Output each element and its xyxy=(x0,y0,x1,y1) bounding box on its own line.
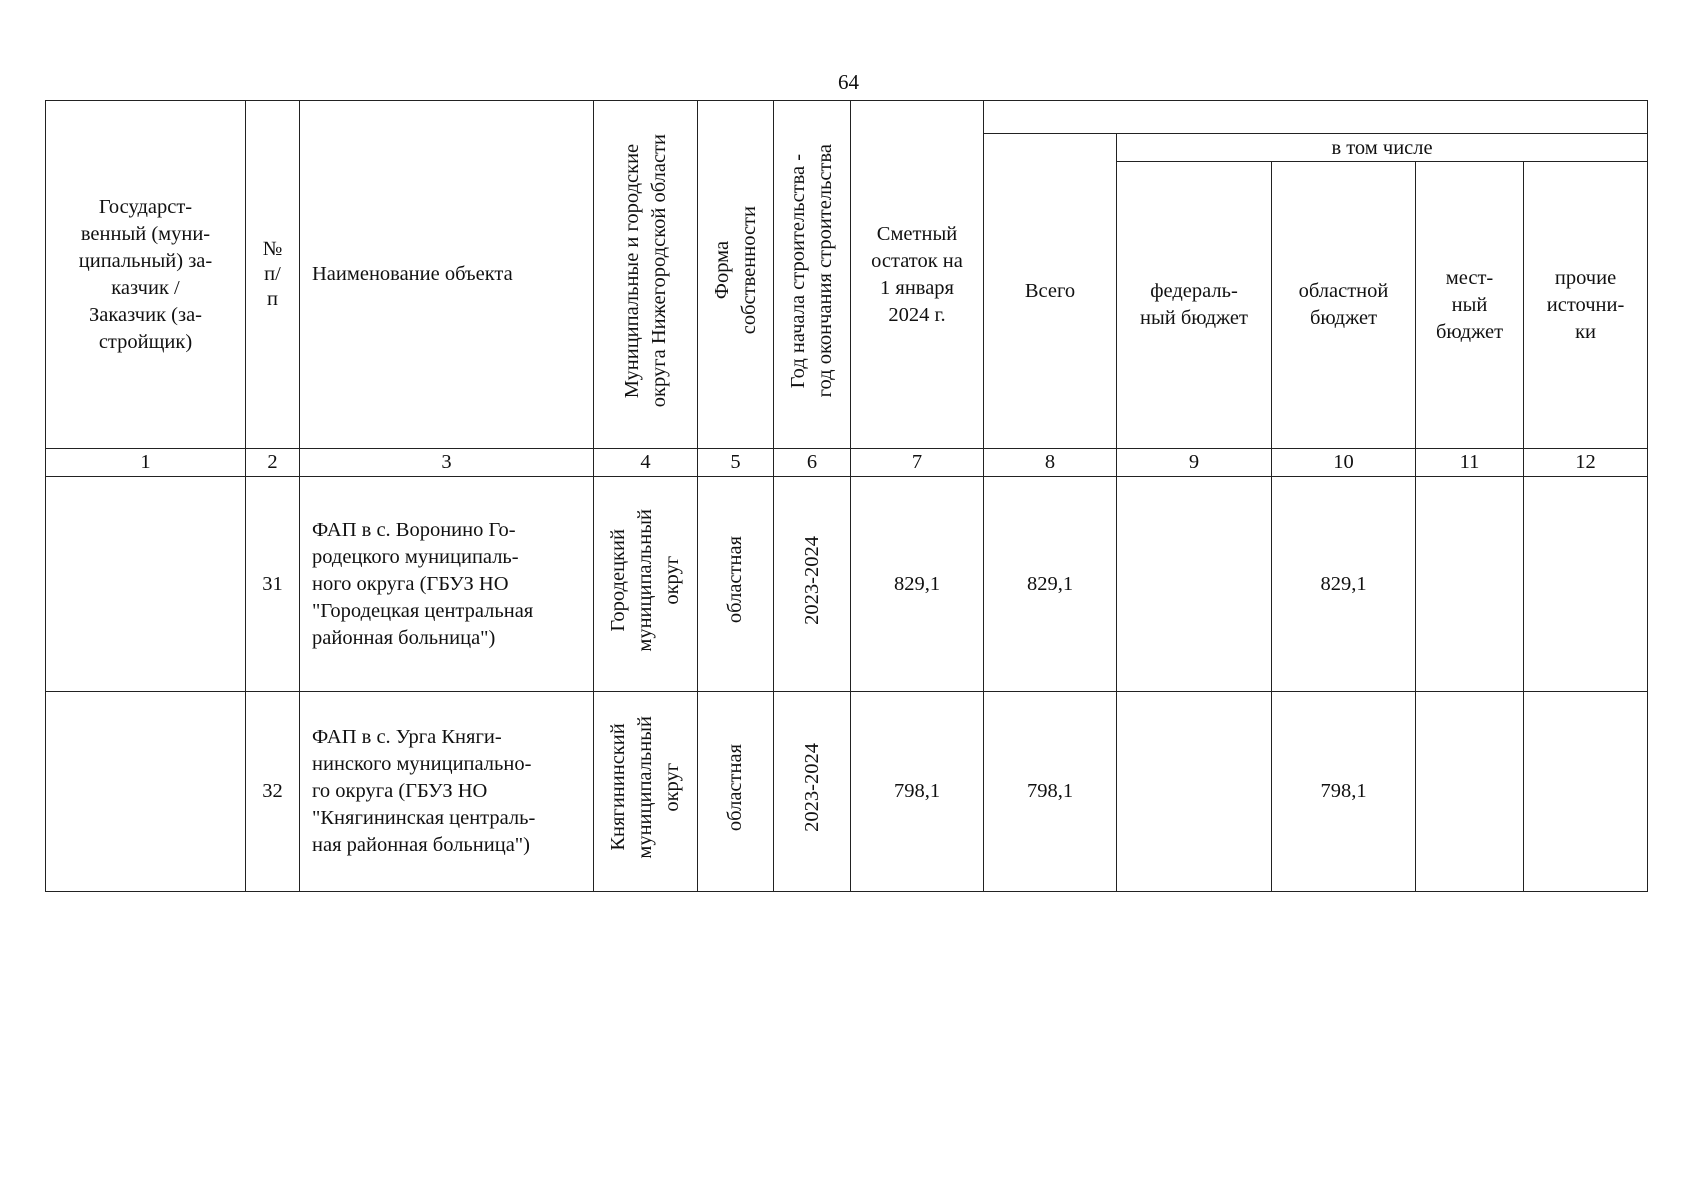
cell-local xyxy=(1416,477,1524,692)
cell-object-name: ФАП в с. Урга Княги- нинского муниципально- го округа (ГБУЗ НО "Княгининская централь- ная районная больница") xyxy=(300,692,594,892)
header-object-name: Наименование объекта xyxy=(300,101,594,449)
column-number: 10 xyxy=(1272,449,1416,477)
column-number: 4 xyxy=(594,449,698,477)
header-years: Год начала строительства - год окончания строительства xyxy=(774,101,851,449)
cell-estimate: 829,1 xyxy=(851,477,984,692)
table-row xyxy=(46,692,1648,892)
cell-federal xyxy=(1117,692,1272,892)
header-customer: Государст- венный (муни- ципальный) за- казчик / Заказчик (за- стройщик) xyxy=(46,101,246,449)
cell-other xyxy=(1524,477,1648,692)
header-ownership: Форма собственности xyxy=(698,101,774,449)
cell-customer xyxy=(46,477,246,692)
header-districts: Муниципальные и городские округа Нижегородской области xyxy=(594,101,698,449)
header-local: мест- ный бюджет xyxy=(1416,162,1524,449)
header-federal: федераль- ный бюджет xyxy=(1117,162,1272,449)
cell-ownership: областная xyxy=(698,477,774,692)
column-number: 3 xyxy=(300,449,594,477)
column-number: 6 xyxy=(774,449,851,477)
column-number: 11 xyxy=(1416,449,1524,477)
page-number: 64 xyxy=(838,70,859,94)
header-other: прочие источни- ки xyxy=(1524,162,1648,449)
column-number: 7 xyxy=(851,449,984,477)
column-numbers-row xyxy=(46,449,1648,477)
cell-district: Городецкий муниципальный округ xyxy=(594,477,698,692)
header-regional: областной бюджет xyxy=(1272,162,1416,449)
table-row xyxy=(46,477,1648,692)
cell-years: 2023-2024 xyxy=(774,692,851,892)
construction-objects-table xyxy=(45,100,1648,892)
column-number: 2 xyxy=(246,449,300,477)
column-number: 12 xyxy=(1524,449,1648,477)
cell-total: 798,1 xyxy=(984,692,1117,892)
column-number: 5 xyxy=(698,449,774,477)
cell-ownership: областная xyxy=(698,692,774,892)
cell-customer xyxy=(46,692,246,892)
column-number: 1 xyxy=(46,449,246,477)
cell-local xyxy=(1416,692,1524,892)
cell-federal xyxy=(1117,477,1272,692)
cell-years: 2023-2024 xyxy=(774,477,851,692)
header-number: № п/ п xyxy=(246,101,300,449)
cell-regional: 798,1 xyxy=(1272,692,1416,892)
header-total: Всего xyxy=(984,134,1117,449)
cell-number: 32 xyxy=(246,692,300,892)
column-number: 8 xyxy=(984,449,1117,477)
header-empty-top xyxy=(984,101,1648,134)
cell-district: Княгининский муниципальный округ xyxy=(594,692,698,892)
cell-total: 829,1 xyxy=(984,477,1117,692)
cell-regional: 829,1 xyxy=(1272,477,1416,692)
header-including: в том числе xyxy=(1117,134,1648,162)
header-estimate: Сметный остаток на 1 января 2024 г. xyxy=(851,101,984,449)
column-number: 9 xyxy=(1117,449,1272,477)
cell-estimate: 798,1 xyxy=(851,692,984,892)
cell-object-name: ФАП в с. Воронино Го- родецкого муниципаль- ного округа (ГБУЗ НО "Городецкая центральная районная больница") xyxy=(300,477,594,692)
cell-number: 31 xyxy=(246,477,300,692)
cell-other xyxy=(1524,692,1648,892)
